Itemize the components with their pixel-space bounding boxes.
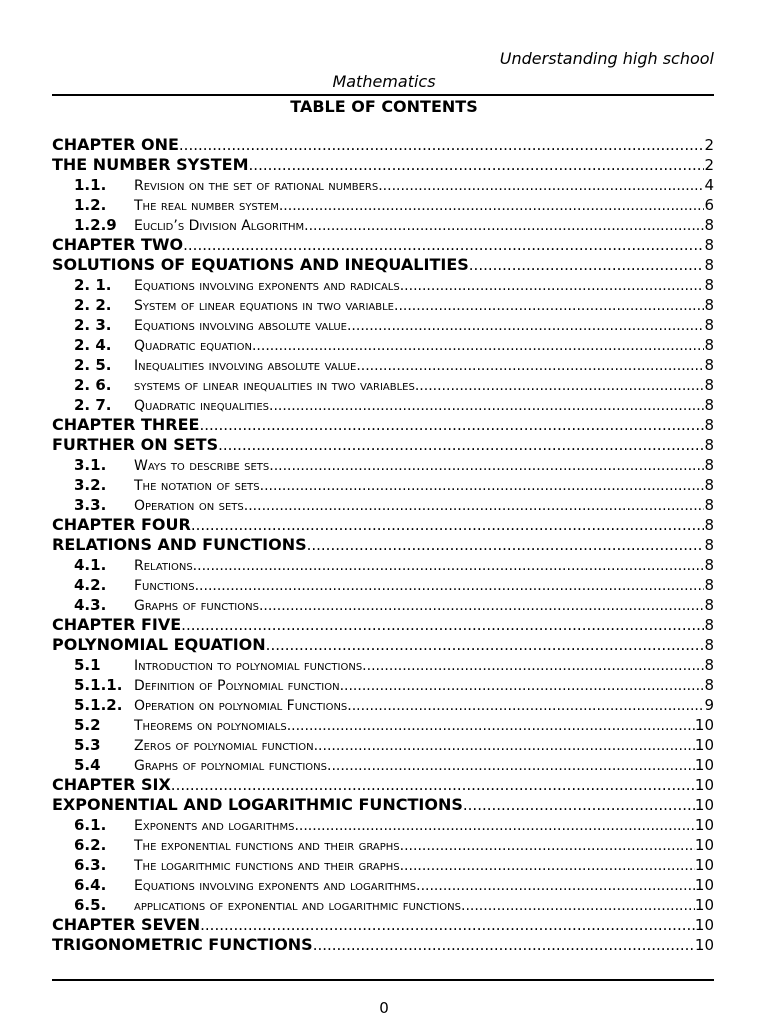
toc-dot-leader <box>400 276 705 295</box>
toc-entry-title: EXPONENTIAL AND LOGARITHMIC FUNCTIONS <box>52 795 463 814</box>
toc-entry-number: 5.3 <box>74 736 101 754</box>
toc-entry-number: 5.2 <box>74 716 101 734</box>
toc-entry-title: CHAPTER SIX <box>52 775 171 794</box>
toc-dot-leader <box>260 476 705 495</box>
toc-entry-number: 1.2. <box>74 196 107 214</box>
toc-entry-page: 10 <box>694 736 714 754</box>
toc-entry-page: 8 <box>704 556 714 574</box>
toc-entry-title: Equations involving absolute value <box>134 318 347 334</box>
toc-dot-leader <box>195 576 705 595</box>
toc-entry-title: Theorems on polynomials <box>134 718 287 734</box>
toc-entry-page: 8 <box>704 376 714 394</box>
toc-chapter-entry[interactable] <box>52 515 714 535</box>
toc-section-entry[interactable] <box>52 655 714 675</box>
toc-entry-title: Revision on the set of rational numbers <box>134 178 379 194</box>
toc-dot-leader <box>191 515 705 535</box>
toc-entry-page: 8 <box>704 216 714 234</box>
toc-entry-title: Introduction to polynomial functions <box>134 658 363 674</box>
toc-entry-page: 10 <box>694 776 714 794</box>
toc-dot-leader <box>469 255 705 275</box>
toc-entry-title: applications of exponential and logarithmic functions <box>134 898 461 914</box>
toc-entry-title: The exponential functions and their graphs <box>134 838 400 854</box>
toc-chapter-entry[interactable] <box>52 155 714 175</box>
toc-entry-page: 8 <box>704 516 714 534</box>
toc-entry-page: 10 <box>694 816 714 834</box>
toc-entry-title: FURTHER ON SETS <box>52 435 219 454</box>
toc-chapter-entry[interactable] <box>52 135 714 155</box>
toc-entry-number: 3.1. <box>74 456 107 474</box>
toc-entry-title: systems of linear inequalities in two variables <box>134 378 415 394</box>
toc-chapter-entry[interactable] <box>52 235 714 255</box>
toc-dot-leader <box>314 736 695 755</box>
toc-chapter-entry[interactable] <box>52 535 714 555</box>
toc-dot-leader <box>347 696 704 715</box>
toc-section-entry[interactable] <box>52 315 714 335</box>
page-number: 0 <box>379 999 389 1017</box>
toc-entry-page: 8 <box>704 256 714 274</box>
toc-entry-title: RELATIONS AND FUNCTIONS <box>52 535 307 554</box>
toc-entry-title: Functions <box>134 578 195 594</box>
toc-section-entry[interactable] <box>52 215 714 235</box>
toc-dot-leader <box>269 456 704 475</box>
toc-dot-leader <box>266 635 705 655</box>
toc-entry-number: 5.1 <box>74 656 101 674</box>
toc-dot-leader <box>259 596 705 615</box>
toc-dot-leader <box>294 816 694 835</box>
toc-entry-page: 8 <box>704 336 714 354</box>
toc-entry-number: 2. 1. <box>74 276 112 294</box>
toc-entry-title: System of linear equations in two variable <box>134 298 394 314</box>
toc-entry-page: 10 <box>694 716 714 734</box>
toc-entry-title: Ways to describe sets <box>134 458 270 474</box>
toc-entry-number: 1.1. <box>74 176 107 194</box>
toc-entry-title: Definition of Polynomial function <box>134 678 340 694</box>
toc-title: TABLE OF CONTENTS <box>290 97 478 116</box>
toc-entry-title: The logarithmic functions and their graphs <box>134 858 400 874</box>
toc-entry-page: 8 <box>704 416 714 434</box>
toc-entry-number: 1.2.9 <box>74 216 117 234</box>
toc-dot-leader <box>181 615 704 635</box>
toc-section-entry[interactable] <box>52 175 714 195</box>
toc-entry-title: The notation of sets <box>134 478 260 494</box>
toc-dot-leader <box>400 856 695 875</box>
toc-entry-page: 8 <box>704 356 714 374</box>
toc-section-entry[interactable] <box>52 555 714 575</box>
toc-chapter-entry[interactable] <box>52 255 714 275</box>
toc-entry-title: THE NUMBER SYSTEM <box>52 155 249 174</box>
toc-dot-leader <box>347 316 704 335</box>
toc-section-entry[interactable] <box>52 735 714 755</box>
toc-dot-leader <box>415 376 705 395</box>
toc-chapter-entry[interactable] <box>52 615 714 635</box>
toc-section-entry[interactable] <box>52 675 714 695</box>
toc-entry-page: 8 <box>704 536 714 554</box>
toc-section-entry[interactable] <box>52 695 714 715</box>
toc-entry-page: 8 <box>704 396 714 414</box>
toc-section-entry[interactable] <box>52 835 714 855</box>
toc-section-entry[interactable] <box>52 295 714 315</box>
toc-entry-page: 6 <box>704 196 714 214</box>
running-header-line2: Mathematics <box>332 72 436 91</box>
toc-dot-leader <box>340 676 705 695</box>
toc-dot-leader <box>252 336 704 355</box>
toc-entry-number: 2. 7. <box>74 396 112 414</box>
toc-entry-number: 2. 3. <box>74 316 112 334</box>
toc-section-entry[interactable] <box>52 755 714 775</box>
toc-chapter-entry[interactable] <box>52 935 714 955</box>
toc-entry-number: 2. 4. <box>74 336 112 354</box>
toc-section-entry[interactable] <box>52 455 714 475</box>
toc-entry-number: 4.2. <box>74 576 107 594</box>
toc-entry-number: 6.5. <box>74 896 107 914</box>
toc-entry-title: SOLUTIONS OF EQUATIONS AND INEQUALITIES <box>52 255 469 274</box>
toc-entry-page: 10 <box>694 876 714 894</box>
toc-dot-leader <box>249 155 705 175</box>
toc-entry-page: 8 <box>704 576 714 594</box>
toc-entry-title: Quadratic inequalities <box>134 398 270 414</box>
table-of-contents <box>52 135 714 955</box>
toc-entry-page: 2 <box>704 136 714 154</box>
toc-entry-page: 10 <box>694 896 714 914</box>
toc-entry-number: 4.3. <box>74 596 107 614</box>
toc-dot-leader <box>199 415 704 435</box>
toc-dot-leader <box>304 216 704 235</box>
toc-section-entry[interactable] <box>52 895 714 915</box>
toc-dot-leader <box>416 876 695 895</box>
toc-dot-leader <box>313 935 695 955</box>
toc-entry-page: 8 <box>704 476 714 494</box>
toc-entry-title: Operation on polynomial Functions <box>134 698 348 714</box>
toc-section-entry[interactable] <box>52 595 714 615</box>
toc-entry-title: POLYNOMIAL EQUATION <box>52 635 266 654</box>
toc-entry-page: 4 <box>704 176 714 194</box>
toc-entry-page: 10 <box>694 916 714 934</box>
toc-dot-leader <box>193 556 705 575</box>
toc-entry-page: 8 <box>704 496 714 514</box>
toc-entry-page: 8 <box>704 456 714 474</box>
toc-dot-leader <box>179 135 705 155</box>
toc-entry-title: CHAPTER TWO <box>52 235 184 254</box>
toc-entry-page: 8 <box>704 636 714 654</box>
toc-entry-number: 5.1.2. <box>74 696 123 714</box>
toc-dot-leader <box>400 836 695 855</box>
toc-entry-page: 8 <box>704 656 714 674</box>
toc-entry-number: 3.2. <box>74 476 107 494</box>
toc-chapter-entry[interactable] <box>52 775 714 795</box>
toc-entry-number: 3.3. <box>74 496 107 514</box>
toc-dot-leader <box>327 756 695 775</box>
toc-entry-number: 2. 6. <box>74 376 112 394</box>
toc-entry-title: Equations involving exponents and radicals <box>134 278 400 294</box>
toc-entry-title: Operation on sets <box>134 498 244 514</box>
toc-entry-title: CHAPTER THREE <box>52 415 200 434</box>
toc-entry-number: 6.2. <box>74 836 107 854</box>
toc-dot-leader <box>307 535 705 555</box>
toc-section-entry[interactable] <box>52 875 714 895</box>
toc-chapter-entry[interactable] <box>52 795 714 815</box>
toc-chapter-entry[interactable] <box>52 415 714 435</box>
toc-entry-number: 5.4 <box>74 756 101 774</box>
toc-section-entry[interactable] <box>52 375 714 395</box>
toc-dot-leader <box>356 356 704 375</box>
toc-entry-number: 6.1. <box>74 816 107 834</box>
toc-section-entry[interactable] <box>52 355 714 375</box>
toc-section-entry[interactable] <box>52 575 714 595</box>
toc-entry-title: CHAPTER FOUR <box>52 515 191 534</box>
toc-entry-page: 10 <box>694 756 714 774</box>
toc-dot-leader <box>200 915 695 935</box>
toc-entry-page: 10 <box>694 936 714 954</box>
toc-entry-title: CHAPTER SEVEN <box>52 915 201 934</box>
toc-entry-title: CHAPTER FIVE <box>52 615 182 634</box>
toc-entry-page: 8 <box>704 236 714 254</box>
toc-entry-title: Quadratic equation <box>134 338 252 354</box>
toc-section-entry[interactable] <box>52 395 714 415</box>
toc-entry-title: Inequalities involving absolute value <box>134 358 357 374</box>
toc-entry-page: 10 <box>694 856 714 874</box>
toc-dot-leader <box>218 435 704 455</box>
toc-entry-page: 10 <box>694 796 714 814</box>
toc-entry-page: 8 <box>704 676 714 694</box>
toc-entry-page: 8 <box>704 596 714 614</box>
toc-entry-title: Graphs of functions <box>134 598 259 614</box>
toc-entry-number: 6.4. <box>74 876 107 894</box>
toc-entry-title: The real number system <box>134 198 279 214</box>
toc-section-entry[interactable] <box>52 495 714 515</box>
toc-entry-number: 5.1.1. <box>74 676 123 694</box>
toc-dot-leader <box>171 775 695 795</box>
toc-entry-page: 8 <box>704 296 714 314</box>
toc-entry-page: 9 <box>704 696 714 714</box>
toc-chapter-entry[interactable] <box>52 915 714 935</box>
toc-dot-leader <box>269 396 704 415</box>
toc-entry-number: 4.1. <box>74 556 107 574</box>
toc-dot-leader <box>463 795 695 815</box>
toc-chapter-entry[interactable] <box>52 435 714 455</box>
toc-dot-leader <box>183 235 704 255</box>
toc-entry-number: 2. 5. <box>74 356 112 374</box>
toc-entry-title: Zeros of polynomial function <box>134 738 314 754</box>
toc-entry-page: 2 <box>704 156 714 174</box>
toc-section-entry[interactable] <box>52 715 714 735</box>
footer-rule <box>52 979 714 981</box>
toc-entry-title: Relations <box>134 558 193 574</box>
toc-section-entry[interactable] <box>52 815 714 835</box>
toc-dot-leader <box>244 496 705 515</box>
toc-section-entry[interactable] <box>52 195 714 215</box>
toc-entry-title: TRIGONOMETRIC FUNCTIONS <box>52 935 313 954</box>
toc-entry-title: Graphs of polynomial functions <box>134 758 327 774</box>
toc-dot-leader <box>279 196 705 215</box>
toc-entry-title: Equations involving exponents and logarithms <box>134 878 417 894</box>
toc-entry-page: 8 <box>704 316 714 334</box>
toc-entry-title: Euclid’s Division Algorithm <box>134 218 305 234</box>
toc-entry-number: 2. 2. <box>74 296 112 314</box>
toc-section-entry[interactable] <box>52 855 714 875</box>
toc-chapter-entry[interactable] <box>52 635 714 655</box>
toc-entry-page: 8 <box>704 616 714 634</box>
toc-entry-page: 8 <box>704 276 714 294</box>
toc-entry-title: CHAPTER ONE <box>52 135 179 154</box>
toc-dot-leader <box>394 296 704 315</box>
toc-entry-title: Exponents and logarithms <box>134 818 295 834</box>
toc-entry-page: 8 <box>704 436 714 454</box>
toc-entry-page: 10 <box>694 836 714 854</box>
toc-section-entry[interactable] <box>52 475 714 495</box>
toc-dot-leader <box>362 656 704 675</box>
toc-dot-leader <box>287 716 695 735</box>
toc-section-entry[interactable] <box>52 275 714 295</box>
running-header-line1: Understanding high school <box>499 49 714 68</box>
toc-entry-number: 6.3. <box>74 856 107 874</box>
toc-dot-leader <box>461 896 695 915</box>
toc-dot-leader <box>378 176 704 195</box>
toc-section-entry[interactable] <box>52 335 714 355</box>
